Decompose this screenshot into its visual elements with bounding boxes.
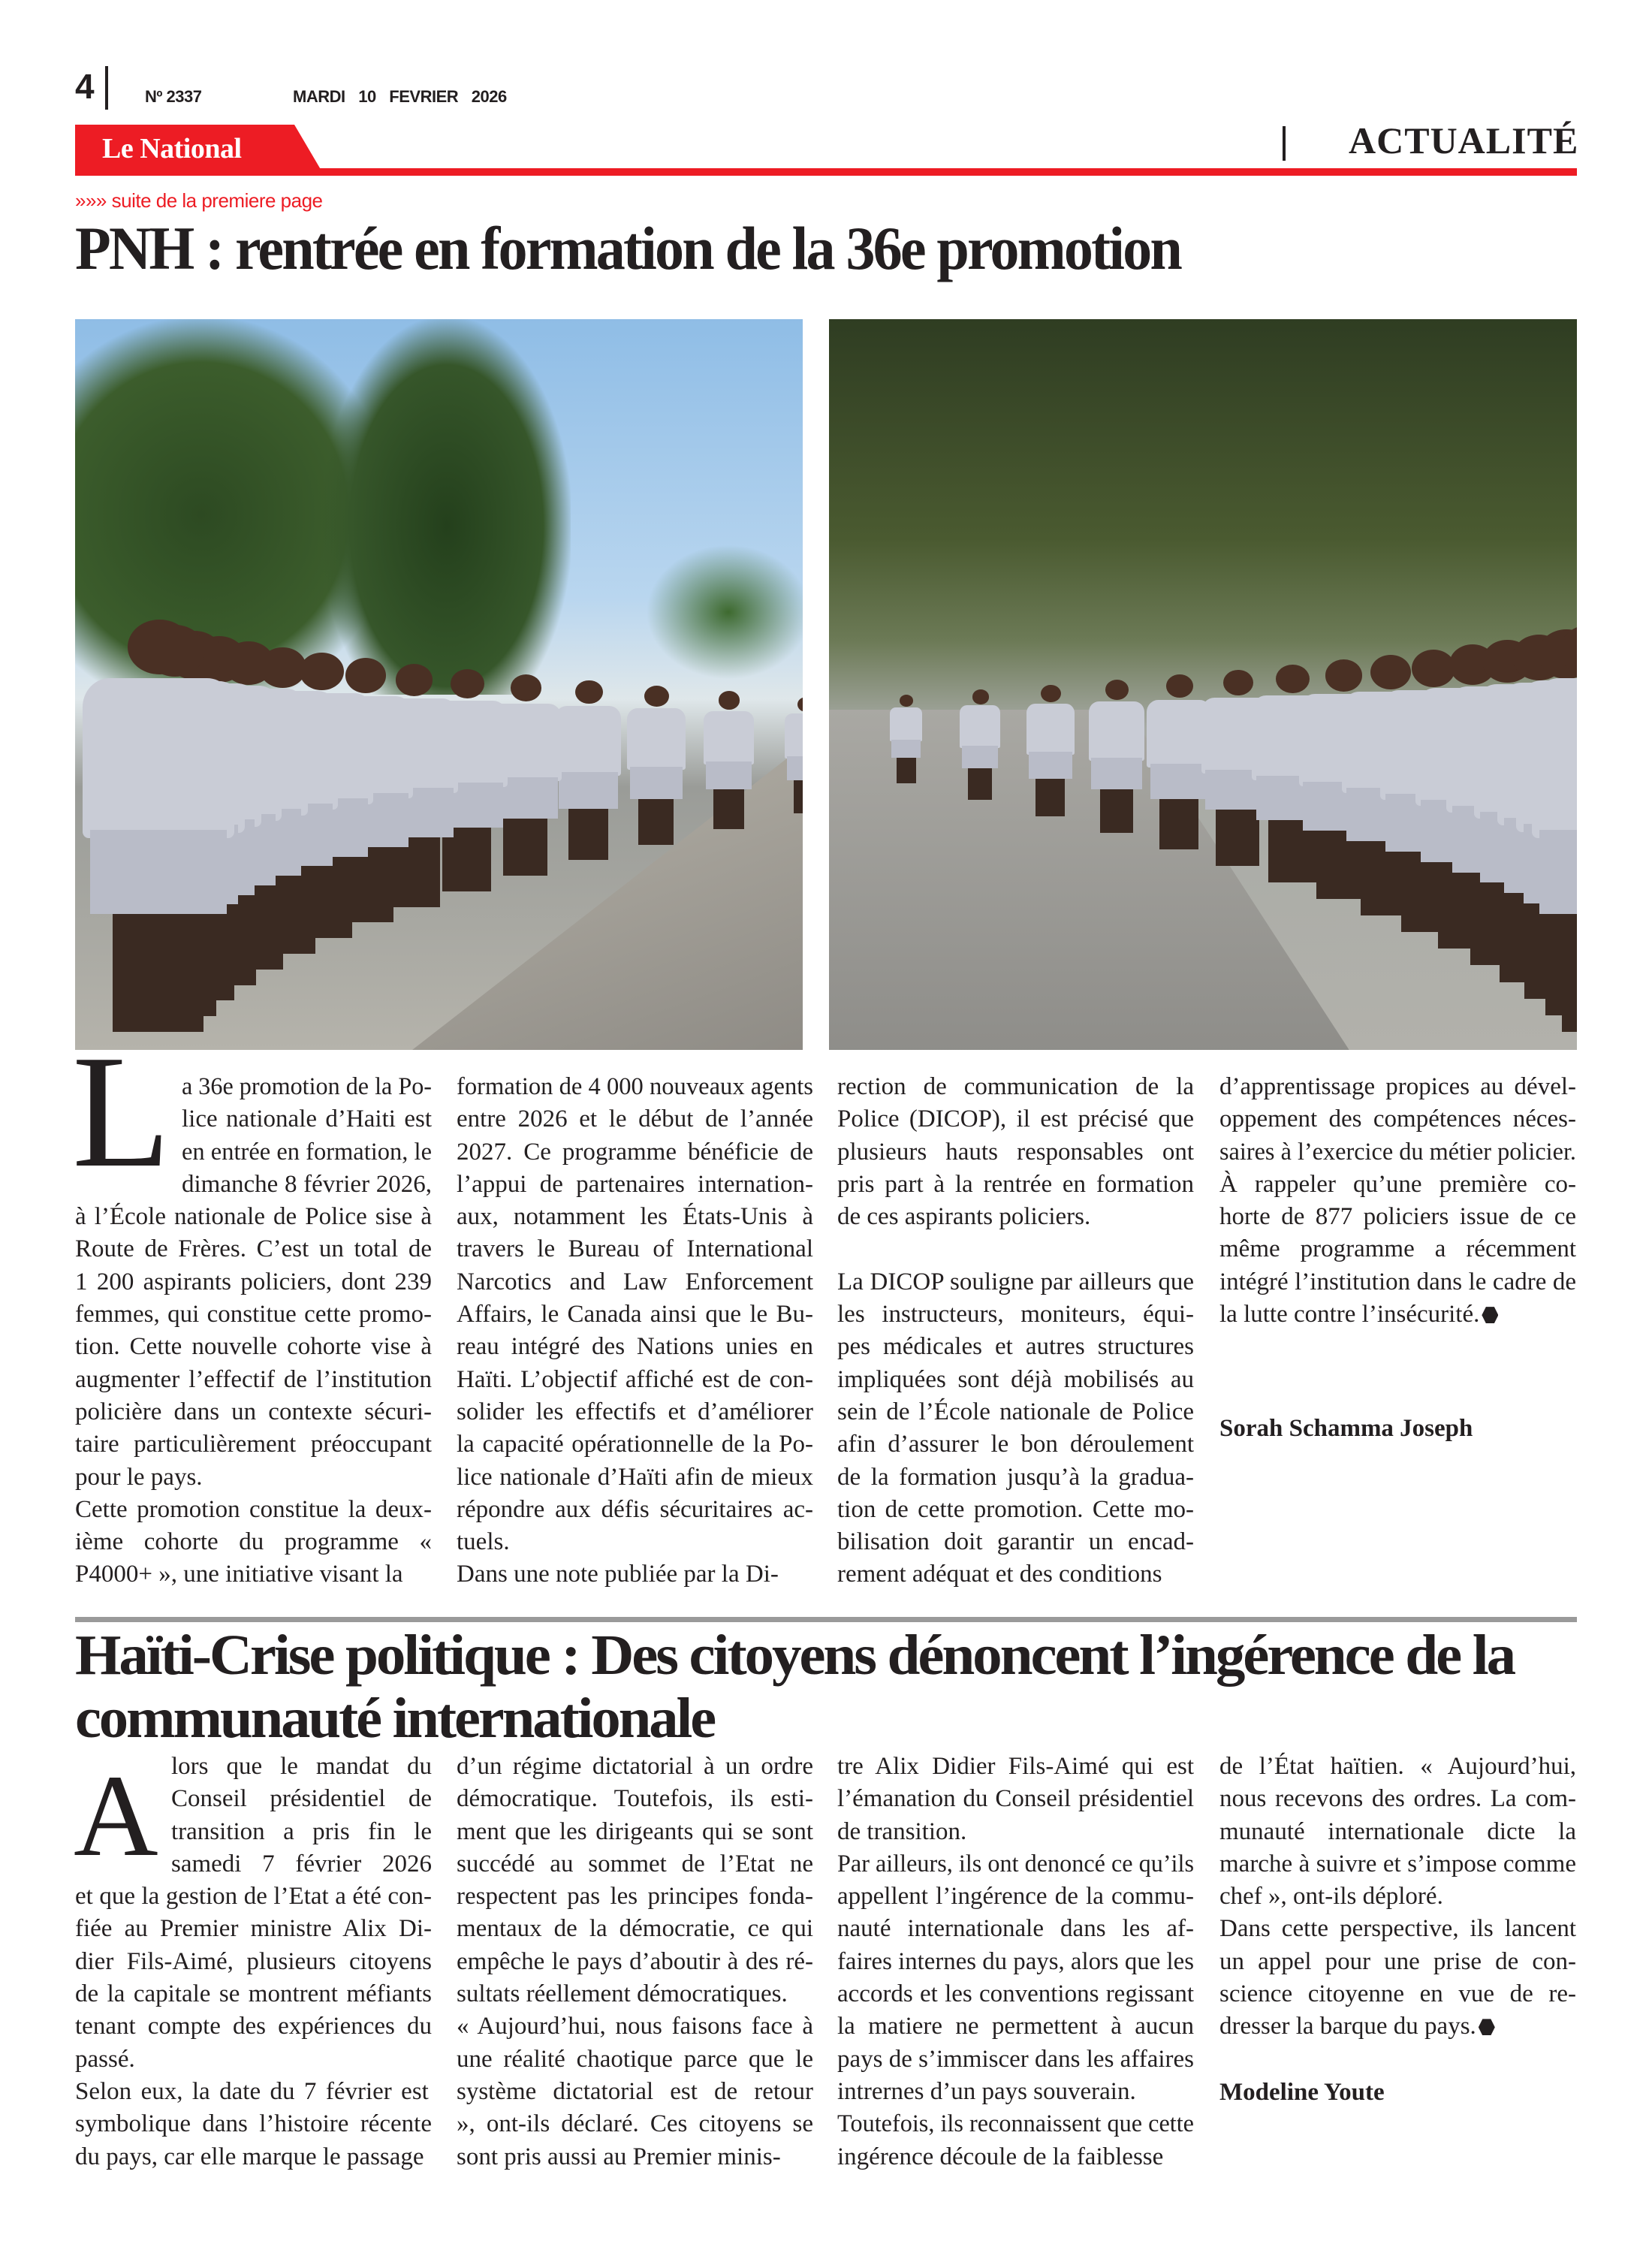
text-line xyxy=(75,1201,432,1233)
text-line xyxy=(1219,1298,1576,1331)
text-line xyxy=(457,1103,813,1136)
article-headline-line-2: communauté internationale xyxy=(75,1687,714,1750)
line-text: d’un régime dictatorial à un ordre xyxy=(457,1753,813,1780)
text-line xyxy=(75,1461,432,1494)
text-line xyxy=(457,1233,813,1265)
line-text: dresser la barque du pays. xyxy=(1219,2013,1476,2040)
text-column xyxy=(1219,1071,1576,1331)
line-text: aux, notamment les États-Unis à xyxy=(457,1203,813,1231)
line-text: horte de 877 policiers issue de ce xyxy=(1219,1203,1576,1231)
text-line xyxy=(457,1266,813,1298)
text-line xyxy=(457,2141,813,2173)
article-headline-line-1: Haïti-Crise politique : Des citoyens dénoncent l’ingérence de la xyxy=(75,1624,1514,1687)
text-column xyxy=(457,1071,813,1591)
line-text: a 36e promotion de la Po- xyxy=(182,1073,432,1100)
text-line xyxy=(457,1428,813,1461)
line-text: passé. xyxy=(75,2045,135,2073)
article-headline: PNH : rentrée en formation de la 36e promotion xyxy=(75,214,1180,282)
text-line xyxy=(837,1071,1194,1103)
text-line xyxy=(837,1396,1194,1428)
line-text: entre 2026 et le début de l’année xyxy=(457,1105,813,1133)
text-line xyxy=(75,1266,432,1298)
line-text: à l’École nationale de Police sise à xyxy=(75,1203,432,1231)
end-mark-icon xyxy=(1482,1307,1498,1323)
line-text: accords et les conventions regissant xyxy=(837,1980,1194,2008)
line-text: sont pris aussi au Premier minis- xyxy=(457,2143,781,2170)
line-text: de ces aspirants policiers. xyxy=(837,1203,1091,1231)
text-line xyxy=(457,1558,813,1591)
line-text: de transition. xyxy=(837,1817,967,1845)
text-line xyxy=(457,1461,813,1494)
page-number: 4 xyxy=(75,67,95,106)
line-text: 1 200 aspirants policiers, dont 239 xyxy=(75,1268,432,1295)
section-title: ACTUALITÉ xyxy=(1349,119,1579,161)
text-line xyxy=(837,2043,1194,2076)
line-text: lice nationale d’Haiti est xyxy=(182,1105,432,1133)
text-line xyxy=(457,1816,813,1848)
line-text: la capacité opérationnelle de la Po- xyxy=(457,1431,813,1458)
text-line xyxy=(75,1946,432,1978)
line-text: « Aujourd’hui, nous faisons face à xyxy=(457,2013,813,2040)
text-line xyxy=(837,1169,1194,1201)
line-text: Police (DICOP), il est précisé que xyxy=(837,1105,1194,1133)
line-text: dier Fils-Aimé, plusieurs citoyens xyxy=(75,1947,432,1975)
text-line xyxy=(457,1364,813,1396)
text-line xyxy=(75,1331,432,1363)
line-text: l’émanation du Conseil présidentiel xyxy=(837,1785,1194,1813)
line-text: un appel pour une prise de con- xyxy=(1219,1947,1576,1975)
drop-cap: L xyxy=(72,1021,171,1201)
text-line xyxy=(457,1201,813,1233)
line-text: la lutte contre l’insécurité. xyxy=(1219,1301,1480,1329)
line-text: rement adéquat et des conditions xyxy=(837,1561,1162,1588)
text-line xyxy=(75,2108,432,2140)
text-column xyxy=(457,1751,813,2173)
line-text: tenant compte des expériences du xyxy=(75,2013,432,2040)
text-line xyxy=(837,1978,1194,2010)
text-line xyxy=(1219,2010,1576,2043)
text-line xyxy=(837,1136,1194,1169)
text-line xyxy=(837,1461,1194,1494)
article-divider xyxy=(75,1617,1577,1622)
text-line xyxy=(837,1946,1194,1978)
line-text: système dictatorial est de retour xyxy=(457,2077,813,2105)
text-line xyxy=(457,1071,813,1103)
text-line xyxy=(1219,1751,1576,1783)
line-text: Dans une note publiée par la Di- xyxy=(457,1561,779,1588)
text-line xyxy=(1219,1136,1576,1169)
text-line xyxy=(837,1526,1194,1558)
issue-date: MARDI 10 FEVRIER 2026 xyxy=(293,87,507,106)
text-line xyxy=(837,1364,1194,1396)
line-text: policière dans un contexte sécuri- xyxy=(75,1398,432,1425)
line-text: science citoyenne en vue de re- xyxy=(1219,1980,1576,2008)
text-line xyxy=(837,1201,1194,1233)
line-text: P4000+ », une initiative visant la xyxy=(75,1561,403,1588)
line-text: en entrée en formation, le xyxy=(182,1138,432,1166)
line-text: plusieurs hauts responsables ont xyxy=(837,1138,1194,1166)
line-text: saires à l’exercice du métier policier. xyxy=(1219,1138,1576,1166)
text-line xyxy=(1219,1913,1576,1945)
text-line xyxy=(1219,1816,1576,1848)
text-line xyxy=(837,1331,1194,1363)
text-line xyxy=(75,1913,432,1945)
divider xyxy=(1283,126,1286,161)
line-text: Selon eux, la date du 7 février est xyxy=(75,2077,429,2105)
text-line xyxy=(457,1913,813,1945)
issue-number: Nº 2337 xyxy=(145,87,202,106)
text-line xyxy=(1219,1266,1576,1298)
photo-recruits-right xyxy=(829,319,1577,1050)
photo-recruits-left xyxy=(75,319,803,1050)
text-line xyxy=(837,1494,1194,1526)
line-text: pour le pays. xyxy=(75,1463,203,1491)
line-text: chef », ont-ils déploré. xyxy=(1219,1883,1443,1911)
line-text: même programme a récemment xyxy=(1219,1235,1576,1263)
text-line xyxy=(457,2108,813,2140)
text-line xyxy=(837,1103,1194,1136)
line-text: démocratique. Toutefois, ils esti- xyxy=(457,1785,813,1813)
line-text: fiée au Premier ministre Alix Di- xyxy=(75,1915,432,1943)
text-line xyxy=(837,1298,1194,1331)
text-line xyxy=(837,1266,1194,1298)
line-text: la matiere ne permettent à aucun xyxy=(837,2013,1194,2040)
text-line xyxy=(1219,1233,1576,1265)
text-line xyxy=(837,1751,1194,1783)
line-text: Haïti. L’objectif affiché est de con- xyxy=(457,1365,813,1393)
text-line xyxy=(75,2076,432,2108)
line-text: sultats réellement démocratiques. xyxy=(457,1980,788,2008)
line-text: intégré l’institution dans le cadre de xyxy=(1219,1268,1576,1295)
text-line xyxy=(457,1978,813,2010)
text-line xyxy=(75,1364,432,1396)
line-text: pes médicales et autres structures xyxy=(837,1333,1194,1361)
line-text: afin d’assurer le bon déroulement xyxy=(837,1431,1194,1458)
line-text: Affairs, le Canada ainsi que le Bu- xyxy=(457,1301,813,1329)
text-line xyxy=(75,1298,432,1331)
text-line xyxy=(75,1978,432,2010)
text-line xyxy=(457,1494,813,1526)
text-line xyxy=(457,1783,813,1815)
line-text: bilisation doit garantir un encad- xyxy=(837,1528,1194,1556)
text-line xyxy=(837,1428,1194,1461)
text-line xyxy=(1219,1169,1576,1201)
line-text: tuels. xyxy=(457,1528,510,1556)
line-text: respectent pas les principes fonda- xyxy=(457,1883,813,1911)
line-text: de l’État haïtien. « Aujourd’hui, xyxy=(1219,1753,1576,1780)
line-text: appellent l’ingérence de la commu- xyxy=(837,1883,1194,1911)
text-line xyxy=(837,1913,1194,1945)
text-line xyxy=(1219,1978,1576,2010)
line-text: tre Alix Didier Fils-Aimé qui est xyxy=(837,1753,1194,1780)
text-line xyxy=(75,1494,432,1526)
line-text: lice nationale d’Haïti afin de mieux xyxy=(457,1463,813,1491)
text-line xyxy=(457,2010,813,2043)
text-line xyxy=(75,1526,432,1558)
line-text: d’apprentissage propices au dével- xyxy=(1219,1073,1576,1100)
line-text: tion. Cette nouvelle cohorte vise à xyxy=(75,1333,432,1361)
text-line xyxy=(457,1881,813,1913)
text-line xyxy=(457,1298,813,1331)
line-text: samedi 7 février 2026 xyxy=(171,1850,432,1878)
line-text: de la capitale se montrent méfiants xyxy=(75,1980,432,2008)
blank-line xyxy=(837,1233,1194,1265)
line-text: dimanche 8 février 2026, xyxy=(182,1170,432,1198)
text-line xyxy=(1219,1946,1576,1978)
byline: Sorah Schamma Joseph xyxy=(1219,1415,1473,1442)
text-line xyxy=(1219,1071,1576,1103)
line-text: faires internes du pays, alors que les xyxy=(837,1947,1194,1975)
line-text: munauté internationale dicte la xyxy=(1219,1817,1576,1845)
text-line xyxy=(837,1783,1194,1815)
text-line xyxy=(837,1816,1194,1848)
line-text: Narcotics and Law Enforcement xyxy=(457,1268,813,1295)
line-text: succédé au sommet de l’Etat ne xyxy=(457,1850,813,1878)
drop-cap: A xyxy=(74,1751,158,1881)
line-text: 2027. Ce programme bénéficie de xyxy=(457,1138,813,1166)
line-text: et que la gestion de l’Etat a été con- xyxy=(75,1883,432,1911)
line-text: tion de cette promotion. Cette mo- xyxy=(837,1495,1194,1523)
end-mark-icon xyxy=(1479,2019,1495,2035)
line-text: rection de communication de la xyxy=(837,1073,1194,1100)
line-text: nauté internationale dans les af- xyxy=(837,1915,1194,1943)
text-column xyxy=(837,1071,1194,1591)
text-line xyxy=(75,2010,432,2043)
byline: Modeline Youte xyxy=(1219,2079,1385,2106)
line-text: », ont-ils déclaré. Ces citoyens se xyxy=(457,2110,813,2138)
line-text: empêche le pays d’aboutir à des ré- xyxy=(457,1947,813,1975)
line-text: La DICOP souligne par ailleurs que xyxy=(837,1268,1194,1295)
line-text: Toutefois, ils reconnaissent que cette xyxy=(837,2110,1194,2138)
tree xyxy=(323,319,571,695)
divider xyxy=(105,66,108,110)
text-line xyxy=(1219,1881,1576,1913)
text-column xyxy=(837,1751,1194,2173)
text-line xyxy=(837,1881,1194,1913)
line-text: sein de l’École nationale de Police xyxy=(837,1398,1194,1425)
line-text: À rappeler qu’une première co- xyxy=(1219,1170,1576,1198)
line-text: Conseil présidentiel de xyxy=(171,1785,432,1813)
line-text: impliquées sont déjà mobilisés au xyxy=(837,1365,1194,1393)
text-line xyxy=(1219,1783,1576,1815)
line-text: Par ailleurs, ils ont denoncé ce qu’ils xyxy=(837,1850,1194,1878)
line-text: répondre aux défis sécuritaires ac- xyxy=(457,1495,813,1523)
text-line xyxy=(75,2141,432,2173)
text-line xyxy=(457,1396,813,1428)
text-line xyxy=(457,1331,813,1363)
text-line xyxy=(457,2043,813,2076)
line-text: femmes, qui constitue cette promo- xyxy=(75,1301,432,1329)
line-text: oppement des compétences néces- xyxy=(1219,1105,1576,1133)
text-line xyxy=(457,1946,813,1978)
text-line xyxy=(75,1428,432,1461)
text-line xyxy=(75,1396,432,1428)
text-line xyxy=(457,2076,813,2108)
text-line xyxy=(457,1751,813,1783)
continued-from-link[interactable]: »»» suite de la premiere page xyxy=(75,189,323,212)
line-text: une réalité chaotique parce que le xyxy=(457,2045,813,2073)
line-text: pris part à la rentrée en formation xyxy=(837,1170,1194,1198)
line-text: taire particulièrement préoccupant xyxy=(75,1431,432,1458)
text-line xyxy=(1219,1201,1576,1233)
text-line xyxy=(837,1558,1194,1591)
line-text: nous recevons des ordres. La com- xyxy=(1219,1785,1576,1813)
line-text: l’appui de partenaires internation- xyxy=(457,1170,813,1198)
text-line xyxy=(457,1526,813,1558)
tree xyxy=(646,544,803,680)
text-column xyxy=(1219,1751,1576,2043)
text-line xyxy=(75,1881,432,1913)
text-line xyxy=(1219,1103,1576,1136)
line-text: les instructeurs, moniteurs, équi- xyxy=(837,1301,1194,1329)
line-text: mentaux de la démocratie, ce qui xyxy=(457,1915,813,1943)
line-text: marche à suivre et s’impose comme xyxy=(1219,1850,1576,1878)
brand-logo: Le National xyxy=(102,133,242,164)
text-line xyxy=(457,1848,813,1881)
text-line xyxy=(1219,1848,1576,1881)
text-line xyxy=(837,2141,1194,2173)
line-text: de la formation jusqu’à la gradua- xyxy=(837,1463,1194,1491)
text-line xyxy=(457,1169,813,1201)
line-text: travers le Bureau of International xyxy=(457,1235,813,1263)
line-text: reau intégré des Nations unies en xyxy=(457,1333,813,1361)
text-line xyxy=(75,1558,432,1591)
text-line xyxy=(75,2043,432,2076)
line-text: Cette promotion constitue la deux- xyxy=(75,1495,432,1523)
line-text: symbolique dans l’histoire récente xyxy=(75,2110,432,2138)
line-text: Route de Frères. C’est un total de xyxy=(75,1235,432,1263)
text-line xyxy=(837,2010,1194,2043)
line-text: solider les effectifs et d’améliorer xyxy=(457,1398,813,1425)
line-text: ment que les dirigeants qui se sont xyxy=(457,1817,813,1845)
text-line xyxy=(837,2076,1194,2108)
text-line xyxy=(457,1136,813,1169)
line-text: lors que le mandat du xyxy=(171,1753,432,1780)
line-text: intrernes d’un pays souverain. xyxy=(837,2077,1136,2105)
line-text: transition a pris fin le xyxy=(171,1817,432,1845)
line-text: ième cohorte du programme « xyxy=(75,1528,432,1556)
line-text: pays de s’immiscer dans les affaires xyxy=(837,2045,1194,2073)
text-line xyxy=(837,2108,1194,2140)
line-text: ingérence découle de la faiblesse xyxy=(837,2143,1164,2170)
text-line xyxy=(837,1848,1194,1881)
text-line xyxy=(75,1233,432,1265)
line-text: augmenter l’effectif de l’institution xyxy=(75,1365,432,1393)
line-text: Dans cette perspective, ils lancent xyxy=(1219,1915,1576,1943)
line-text: formation de 4 000 nouveaux agents xyxy=(457,1073,813,1100)
line-text: du pays, car elle marque le passage xyxy=(75,2143,424,2170)
